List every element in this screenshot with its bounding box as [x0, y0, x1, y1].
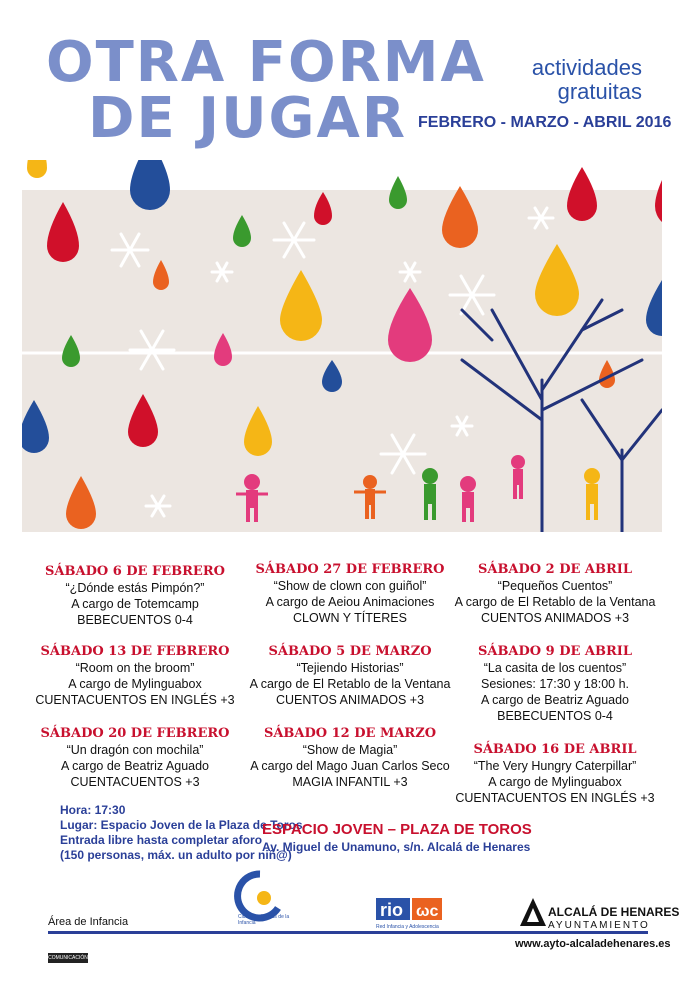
subtitle-line-2: gratuitas	[557, 79, 642, 104]
event-organizer: A cargo de Beatriz Aguado	[60, 759, 210, 773]
event-organizer: A cargo de El Retablo de la Ventana	[249, 677, 451, 691]
event-date: SÁBADO 20 DE FEBRERO	[40, 726, 230, 741]
drop-yellow	[27, 160, 47, 178]
area-infancia-label: Área de Infancia	[48, 916, 129, 928]
event-apr-9	[450, 644, 660, 724]
event-organizer: A cargo de Aeiou Animaciones	[265, 595, 435, 609]
drop-navy	[130, 160, 170, 210]
info-aforo: (150 personas, máx. un adulto por niñ@)	[60, 848, 292, 862]
svg-text:rio: rio	[380, 900, 404, 920]
scene-background	[22, 190, 662, 532]
event-sessions: Sesiones: 17:30 y 18:00 h.	[480, 677, 630, 691]
event-type: CUENTOS ANIMADOS +3	[275, 693, 425, 707]
rio-logo	[376, 896, 444, 926]
event-date: SÁBADO 5 DE MARZO	[268, 644, 432, 659]
event-type: CUENTACUENTOS +3	[70, 775, 200, 789]
venue-address: Av. Miguel de Unamuno, s/n. Alcalá de Henares	[262, 840, 531, 854]
event-date: SÁBADO 12 DE MARZO	[263, 726, 437, 741]
event-title: “Show de clown con guiñol”	[273, 579, 427, 593]
rain-scene-illustration	[22, 160, 662, 532]
event-organizer: A cargo de Mylinguabox	[488, 775, 622, 789]
subtitle-line-1: actividades	[531, 55, 642, 80]
ayuntamiento-text: AYUNTAMIENTO	[548, 920, 650, 931]
event-date: SÁBADO 13 DE FEBRERO	[40, 644, 230, 659]
season-dates: FEBRERO - MARZO - ABRIL 2016	[418, 114, 672, 131]
event-organizer: A cargo de El Retablo de la Ventana	[454, 595, 656, 609]
event-title: “Show de Magia”	[302, 743, 398, 757]
event-date: SÁBADO 9 DE ABRIL	[477, 644, 633, 659]
event-type: MAGIA INFANTIL +3	[292, 775, 408, 789]
title-line-1: OTRA FORMA	[46, 30, 486, 95]
event-feb-20	[40, 726, 230, 790]
event-title: “Un dragón con mochila”	[66, 743, 204, 757]
event-type: CLOWN Y TÍTERES	[293, 611, 407, 625]
event-date: SÁBADO 6 DE FEBRERO	[45, 564, 225, 579]
event-organizer: A cargo de Totemcamp	[71, 597, 199, 611]
event-type: BEBECUENTOS 0-4	[497, 709, 613, 723]
info-entrada: Entrada libre hasta completar aforo	[60, 833, 263, 847]
event-feb-13	[30, 644, 240, 708]
event-mar-5	[245, 644, 455, 708]
event-title: “Pequeños Cuentos”	[497, 579, 613, 593]
event-title: “¿Dónde estás Pimpón?”	[65, 581, 205, 595]
event-date: SÁBADO 27 DE FEBRERO	[255, 562, 445, 577]
event-organizer: A cargo del Mago Juan Carlos Seco	[250, 759, 450, 773]
event-mar-12	[245, 726, 455, 790]
event-title: “Room on the broom”	[75, 661, 195, 675]
event-title: “The Very Hungry Caterpillar”	[473, 759, 637, 773]
event-date: SÁBADO 2 DE ABRIL	[477, 562, 633, 577]
drop-red-3	[567, 167, 597, 221]
event-type: CUENTACUENTOS EN INGLÉS +3	[35, 693, 235, 707]
rio-text: Red Infancia y Adolescencia	[376, 924, 439, 930]
ciudades-amigas-text: Ciudades Amigas de la Infancia	[238, 914, 290, 926]
website-link[interactable]: www.ayto-alcaladehenares.es	[515, 938, 671, 950]
venue-name: ESPACIO JOVEN – PLAZA DE TOROS	[262, 821, 532, 838]
event-type: CUENTOS ANIMADOS +3	[480, 611, 630, 625]
event-title: “Tejiendo Historias”	[296, 661, 404, 675]
svg-text:ωc: ωc	[416, 903, 439, 920]
event-feb-6	[40, 564, 230, 628]
footer-divider	[48, 931, 648, 934]
event-type: CUENTACUENTOS EN INGLÉS +3	[455, 791, 655, 805]
comunicacion-badge: COMUNICACIÓN	[48, 955, 88, 961]
event-feb-27	[245, 562, 455, 626]
event-organizer: A cargo de Mylinguabox	[68, 677, 202, 691]
drop-green-3	[389, 176, 407, 209]
event-organizer: A cargo de Beatriz Aguado	[480, 693, 630, 707]
title-line-2: DE JUGAR	[88, 86, 407, 151]
event-apr-2	[450, 562, 660, 626]
event-date: SÁBADO 16 DE ABRIL	[473, 742, 637, 757]
info-lugar: Lugar: Espacio Joven de la Plaza de Toros	[60, 818, 303, 832]
event-title: “La casita de los cuentos”	[483, 661, 627, 675]
event-type: BEBECUENTOS 0-4	[77, 613, 193, 627]
alcala-logo-icon	[518, 896, 548, 928]
alcala-logo-text: ALCALÁ DE HENARES	[548, 905, 680, 919]
event-apr-16	[450, 742, 660, 806]
info-hora: Hora: 17:30	[60, 803, 126, 817]
